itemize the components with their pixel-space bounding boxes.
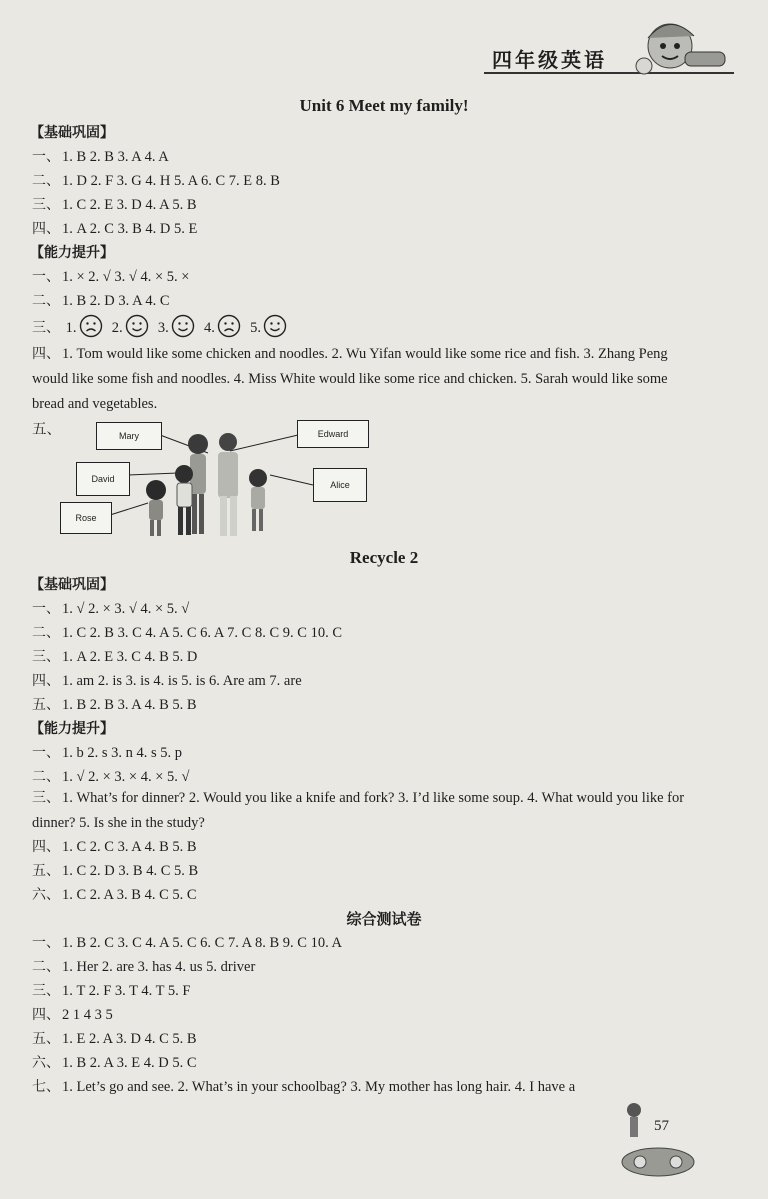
smiley-answer-line: [32, 314, 289, 343]
answer-line: [32, 1052, 197, 1072]
question-number: 二、: [32, 769, 60, 785]
answer-text: 1. C 2. A 3. B 4. C 5. C: [62, 887, 197, 903]
header-title: 四年级英语: [492, 48, 607, 72]
answer-line: [32, 884, 197, 904]
question-number: 二、: [32, 293, 60, 309]
recycle2-title: Recycle 2: [349, 548, 419, 567]
test-title: 综合测试卷: [346, 910, 422, 928]
question-number: 七、: [32, 1079, 60, 1095]
answer-line: [32, 836, 197, 856]
answer-line: [32, 956, 255, 976]
answer-text: 1. × 2. √ 3. √ 4. × 5. ×: [62, 269, 190, 285]
answer-paragraph: [32, 786, 697, 836]
answer-line: [32, 622, 342, 642]
answer-line: [32, 1028, 197, 1048]
answer-text: 1. C 2. D 3. B 4. C 5. B: [62, 863, 199, 879]
question-number: 一、: [32, 935, 60, 951]
answer-text: 1. Her 2. are 3. has 4. us 5. driver: [62, 959, 256, 975]
answer-line: [32, 766, 189, 786]
question-number: 三、: [32, 790, 60, 806]
question-number: 四、: [32, 673, 60, 689]
question-number: 三、: [32, 319, 60, 336]
question-number: 六、: [32, 887, 60, 903]
answer-text: 1. b 2. s 3. n 4. s 5. p: [62, 745, 183, 761]
question-number: 三、: [32, 649, 60, 665]
question-number: 六、: [32, 1055, 60, 1071]
name-box-edward: Edward: [297, 420, 369, 448]
item-label: 2.: [111, 319, 123, 336]
answer-text: 1. √ 2. × 3. √ 4. × 5. √: [62, 601, 190, 617]
answer-text: 2 1 4 3 5: [62, 1007, 113, 1023]
answer-line: [32, 670, 302, 690]
answer-text: 1. What’s for dinner? 2. Would you like a knife and fork? 3. I’d like some soup. 4. What would you like for dinner? 5. Is she in the study?: [32, 790, 685, 831]
footer-mascot-illustration: [618, 1100, 708, 1180]
answer-text: 1. am 2. is 3. is 4. is 5. is 6. Are am 7. are: [62, 673, 302, 689]
answer-text: 1. C 2. E 3. D 4. A 5. B: [62, 197, 197, 213]
item-label: 5.: [250, 319, 261, 336]
answer-text: 1. T 2. F 3. T 4. T 5. F: [62, 983, 191, 999]
answer-line: [32, 146, 169, 166]
question-number: 一、: [32, 601, 60, 617]
answer-text: 1. Tom would like some chicken and noodles. 2. Wu Yifan would like some rice and fish. 3. Zhang Peng would like some fish and noodles. 4. Miss White would like some rice and chicken. 5. Sarah would like some bread and vegetables.: [32, 346, 668, 412]
answer-line: [32, 194, 197, 214]
answer-text: 1. A 2. C 3. B 4. D 5. E: [62, 221, 198, 237]
name-box-mary: Mary: [96, 422, 162, 450]
answer-text: 1. B 2. A 3. E 4. D 5. C: [62, 1055, 197, 1071]
question-number: 四、: [32, 1007, 60, 1023]
question-number: 五、: [32, 422, 61, 438]
sad-face-icon: [217, 314, 241, 343]
happy-face-icon: [171, 314, 195, 343]
question-number: 五、: [32, 1031, 60, 1047]
recycle2-ability-tag: 【能力提升】: [30, 721, 114, 737]
question-number: 二、: [32, 625, 60, 641]
answer-line: [32, 646, 197, 666]
happy-face-icon: [125, 314, 149, 343]
question-number: 四、: [32, 839, 60, 855]
name-box-david: David: [76, 462, 130, 496]
unit6-basic-tag: 【基础巩固】: [30, 125, 114, 141]
name-box-rose: Rose: [60, 502, 112, 534]
item-label: 4.: [204, 319, 215, 336]
answer-line: [32, 932, 342, 952]
answer-paragraph: [32, 342, 697, 417]
question-number: 一、: [32, 745, 60, 761]
name-box-alice: Alice: [313, 468, 367, 502]
item-label: 1.: [65, 319, 77, 336]
question-number: 四、: [32, 346, 60, 362]
answer-line: [32, 218, 197, 238]
answer-text: 1. √ 2. × 3. × 4. × 5. √: [62, 769, 190, 785]
question-number: 三、: [32, 197, 60, 213]
item-label: 3.: [157, 319, 169, 336]
answer-text: 1. E 2. A 3. D 4. C 5. B: [62, 1031, 197, 1047]
question-number: 一、: [32, 269, 60, 285]
answer-line: [32, 860, 198, 880]
recycle2-basic-tag: 【基础巩固】: [30, 577, 114, 593]
question-number: 四、: [32, 221, 60, 237]
answer-line: [32, 266, 189, 286]
answer-line: [32, 170, 280, 190]
question-number: 三、: [32, 983, 60, 999]
question-number: 二、: [32, 959, 60, 975]
answer-line: [32, 1004, 113, 1024]
answer-text: 1. Let’s go and see. 2. What’s in your schoolbag? 3. My mother has long hair. 4. I have a: [62, 1079, 576, 1095]
answer-text: 1. B 2. B 3. A 4. B 5. B: [62, 697, 197, 713]
page-number: 57: [654, 1118, 669, 1134]
unit6-title: Unit 6 Meet my family!: [299, 96, 469, 115]
answer-text: 1. D 2. F 3. G 4. H 5. A 6. C 7. E 8. B: [62, 173, 280, 189]
answer-text: 1. B 2. B 3. A 4. A: [62, 149, 169, 165]
question-number: 一、: [32, 149, 60, 165]
answer-line: [32, 290, 170, 310]
unit6-ability-tag: 【能力提升】: [30, 245, 114, 261]
answer-line: [32, 742, 182, 762]
mascot-illustration: [630, 16, 730, 78]
answer-text: 1. B 2. D 3. A 4. C: [62, 293, 170, 309]
answer-text: 1. C 2. B 3. C 4. A 5. C 6. A 7. C 8. C 9. C 10. C: [62, 625, 342, 641]
answer-line: [32, 980, 190, 1000]
answer-text: 1. B 2. C 3. C 4. A 5. C 6. C 7. A 8. B 9. C 10. A: [62, 935, 342, 951]
answer-text: 1. C 2. C 3. A 4. B 5. B: [62, 839, 197, 855]
question-number: 二、: [32, 173, 60, 189]
answer-line: [32, 694, 197, 714]
question-number: 五、: [32, 697, 60, 713]
family-illustration: [140, 430, 280, 540]
happy-face-icon: [263, 314, 287, 343]
sad-face-icon: [79, 314, 103, 343]
answer-line: [32, 1076, 575, 1096]
answer-text: 1. A 2. E 3. C 4. B 5. D: [62, 649, 198, 665]
question-number: 五、: [32, 863, 60, 879]
answer-line: [32, 598, 189, 618]
